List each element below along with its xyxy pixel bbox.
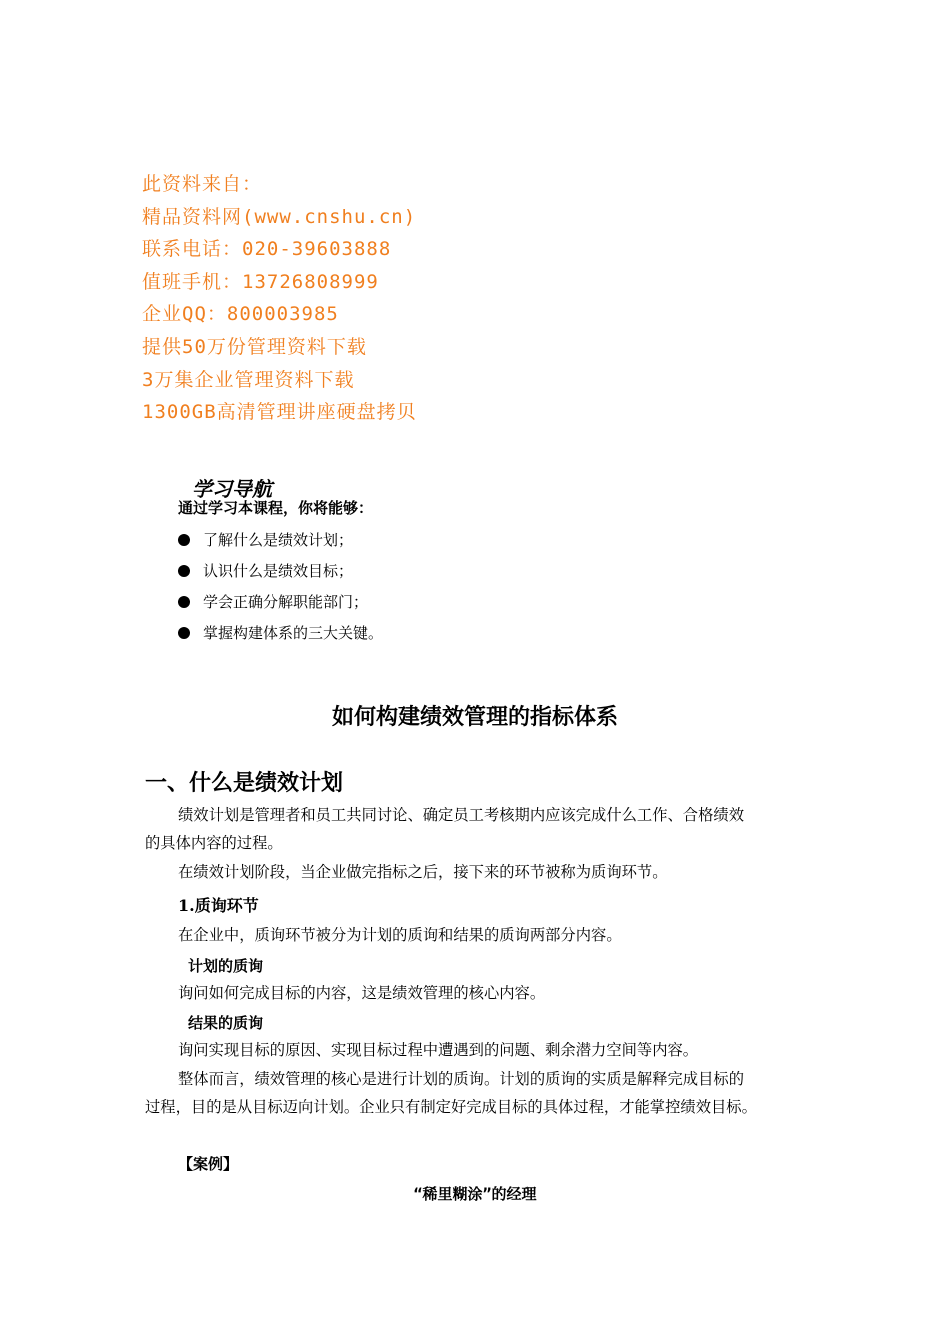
paragraph-line: 过程，目的是从目标迈向计划。企业只有制定好完成目标的具体过程，才能掌控绩效目标。 bbox=[145, 1098, 757, 1116]
bullet-icon bbox=[178, 596, 190, 608]
paragraph-line: 的具体内容的过程。 bbox=[145, 834, 283, 852]
list-item: 认识什么是绩效目标； bbox=[178, 556, 383, 587]
paragraph: 询问实现目标的原因、实现目标过程中遭遇到的问题、剩余潜力空间等内容。 bbox=[178, 1041, 699, 1059]
source-offer-line: 1300GB高清管理讲座硬盘拷贝 bbox=[142, 401, 417, 424]
list-item: 了解什么是绩效计划； bbox=[178, 525, 383, 556]
subsection-heading: 1.质询环节 bbox=[178, 896, 259, 915]
case-title: “稀里糊涂”的经理 bbox=[413, 1185, 537, 1203]
learning-goals-list bbox=[178, 525, 383, 649]
learning-nav-title: 学习导航 bbox=[192, 477, 272, 501]
source-phone-line: 联系电话：020-39603888 bbox=[142, 238, 392, 261]
learning-nav-intro: 通过学习本课程，你将能够： bbox=[178, 499, 374, 517]
bullet-icon bbox=[178, 627, 190, 639]
paragraph: 在绩效计划阶段，当企业做完指标之后，接下来的环节被称为质询环节。 bbox=[178, 863, 668, 881]
result-inquiry-label: 结果的质询 bbox=[188, 1014, 264, 1032]
case-label: 【案例】 bbox=[178, 1155, 239, 1173]
document-title: 如何构建绩效管理的指标体系 bbox=[331, 705, 618, 730]
source-qq-line: 企业QQ：800003985 bbox=[142, 303, 339, 326]
source-mobile-line: 值班手机：13726808999 bbox=[142, 270, 379, 293]
paragraph-line: 整体而言，绩效管理的核心是进行计划的质询。计划的质询的实质是解释完成目标的 bbox=[178, 1070, 744, 1088]
paragraph: 在企业中，质询环节被分为计划的质询和结果的质询两部分内容。 bbox=[178, 926, 622, 944]
list-item: 学会正确分解职能部门； bbox=[178, 587, 383, 618]
list-item: 掌握构建体系的三大关键。 bbox=[178, 618, 383, 649]
paragraph: 询问如何完成目标的内容，这是绩效管理的核心内容。 bbox=[178, 984, 546, 1002]
source-offer-line: 提供50万份管理资料下载 bbox=[142, 335, 367, 358]
source-offer-line: 3万集企业管理资料下载 bbox=[142, 368, 355, 391]
bullet-icon bbox=[178, 534, 190, 546]
source-info-block bbox=[142, 168, 417, 429]
source-website-line: 精品资料网(www.cnshu.cn) bbox=[142, 205, 417, 228]
paragraph-line: 绩效计划是管理者和员工共同讨论、确定员工考核期内应该完成什么工作、合格绩效 bbox=[178, 806, 744, 824]
bullet-icon bbox=[178, 565, 190, 577]
source-line: 此资料来自： bbox=[142, 173, 263, 195]
section-heading: 一、什么是绩效计划 bbox=[145, 771, 344, 796]
plan-inquiry-label: 计划的质询 bbox=[188, 957, 264, 975]
